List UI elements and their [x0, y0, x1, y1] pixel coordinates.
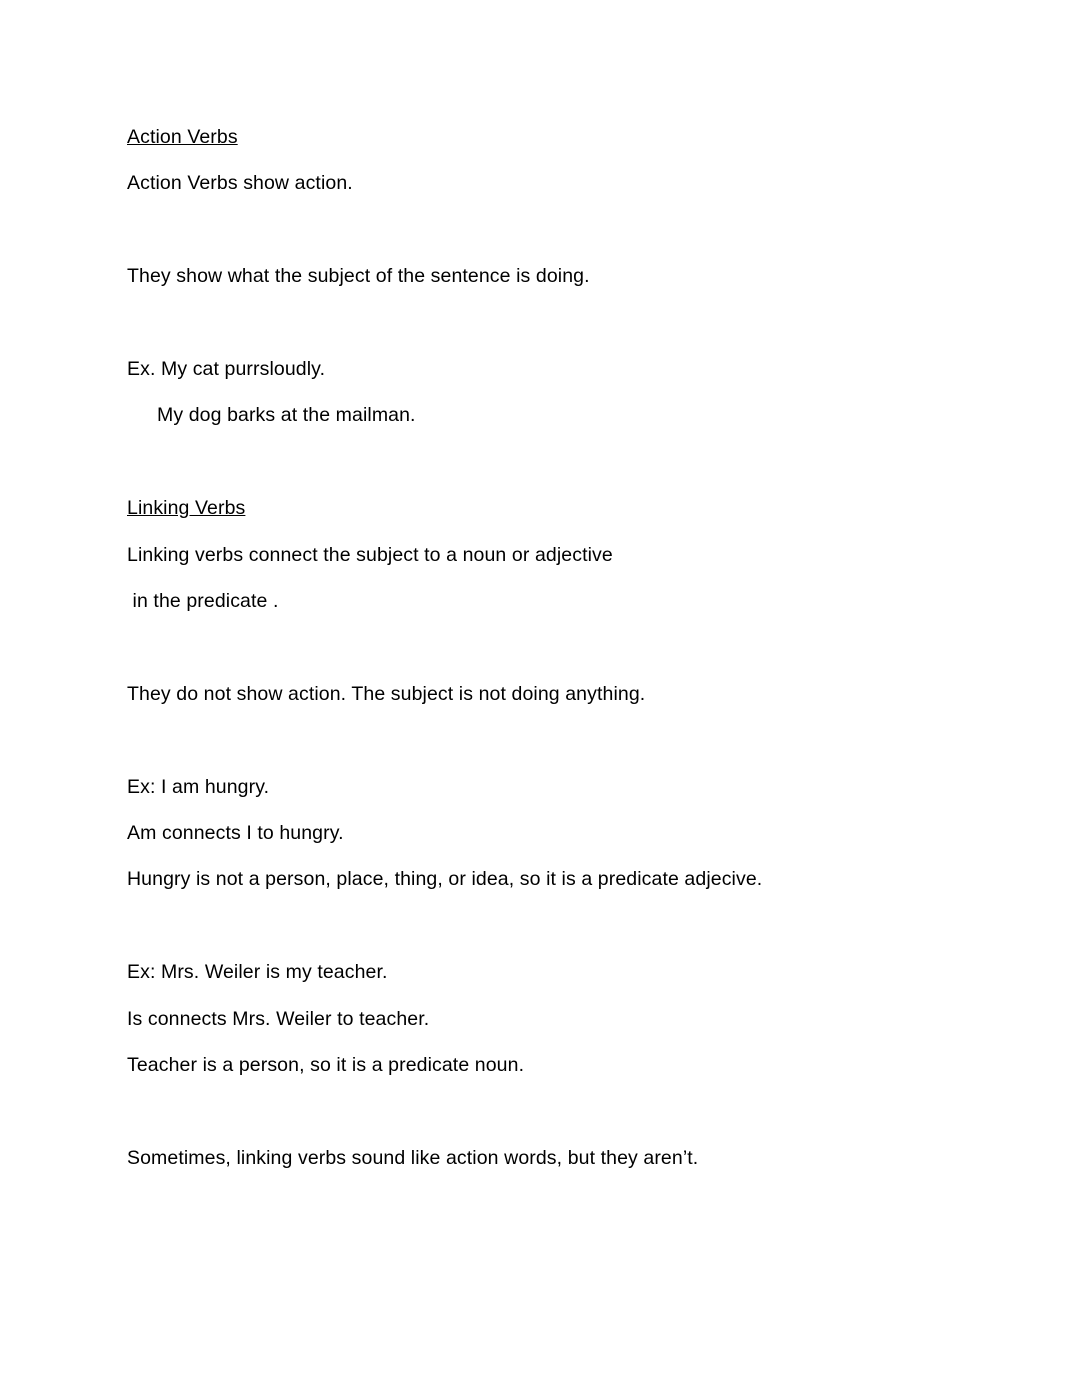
section-heading: Linking Verbs [127, 497, 246, 520]
text-line: Is connects Mrs. Weiler to teacher. [127, 1007, 430, 1030]
text-line: Action Verbs show action. [127, 172, 353, 195]
text-line: They show what the subject of the sentence is doing. [127, 265, 590, 288]
blank-line [127, 624, 1020, 670]
document-body [127, 114, 1020, 1181]
blank-line [127, 1088, 1020, 1134]
text-line: Sometimes, linking verbs sound like action words, but they aren’t. [127, 1146, 699, 1169]
text-line: Hungry is not a person, place, thing, or idea, so it is a predicate adjecive. [127, 868, 763, 891]
blank-line [127, 903, 1020, 949]
blank-line [127, 207, 1020, 253]
text-line: My dog barks at the mailman. [157, 404, 416, 427]
text-line: in the predicate . [127, 590, 279, 613]
blank-line [127, 300, 1020, 346]
text-line: Linking verbs connect the subject to a noun or adjective [127, 543, 613, 566]
blank-line [127, 717, 1020, 763]
section-heading: Action Verbs [127, 126, 238, 148]
text-line: Am connects I to hungry. [127, 822, 344, 845]
text-line: They do not show action. The subject is not doing anything. [127, 682, 646, 705]
text-line: Ex: Mrs. Weiler is my teacher. [127, 961, 388, 984]
text-line: Ex. My cat purrsloudly. [127, 358, 326, 380]
text-line: Teacher is a person, so it is a predicate noun. [127, 1054, 525, 1077]
text-line: Ex: I am hungry. [127, 775, 270, 798]
blank-line [127, 439, 1020, 485]
